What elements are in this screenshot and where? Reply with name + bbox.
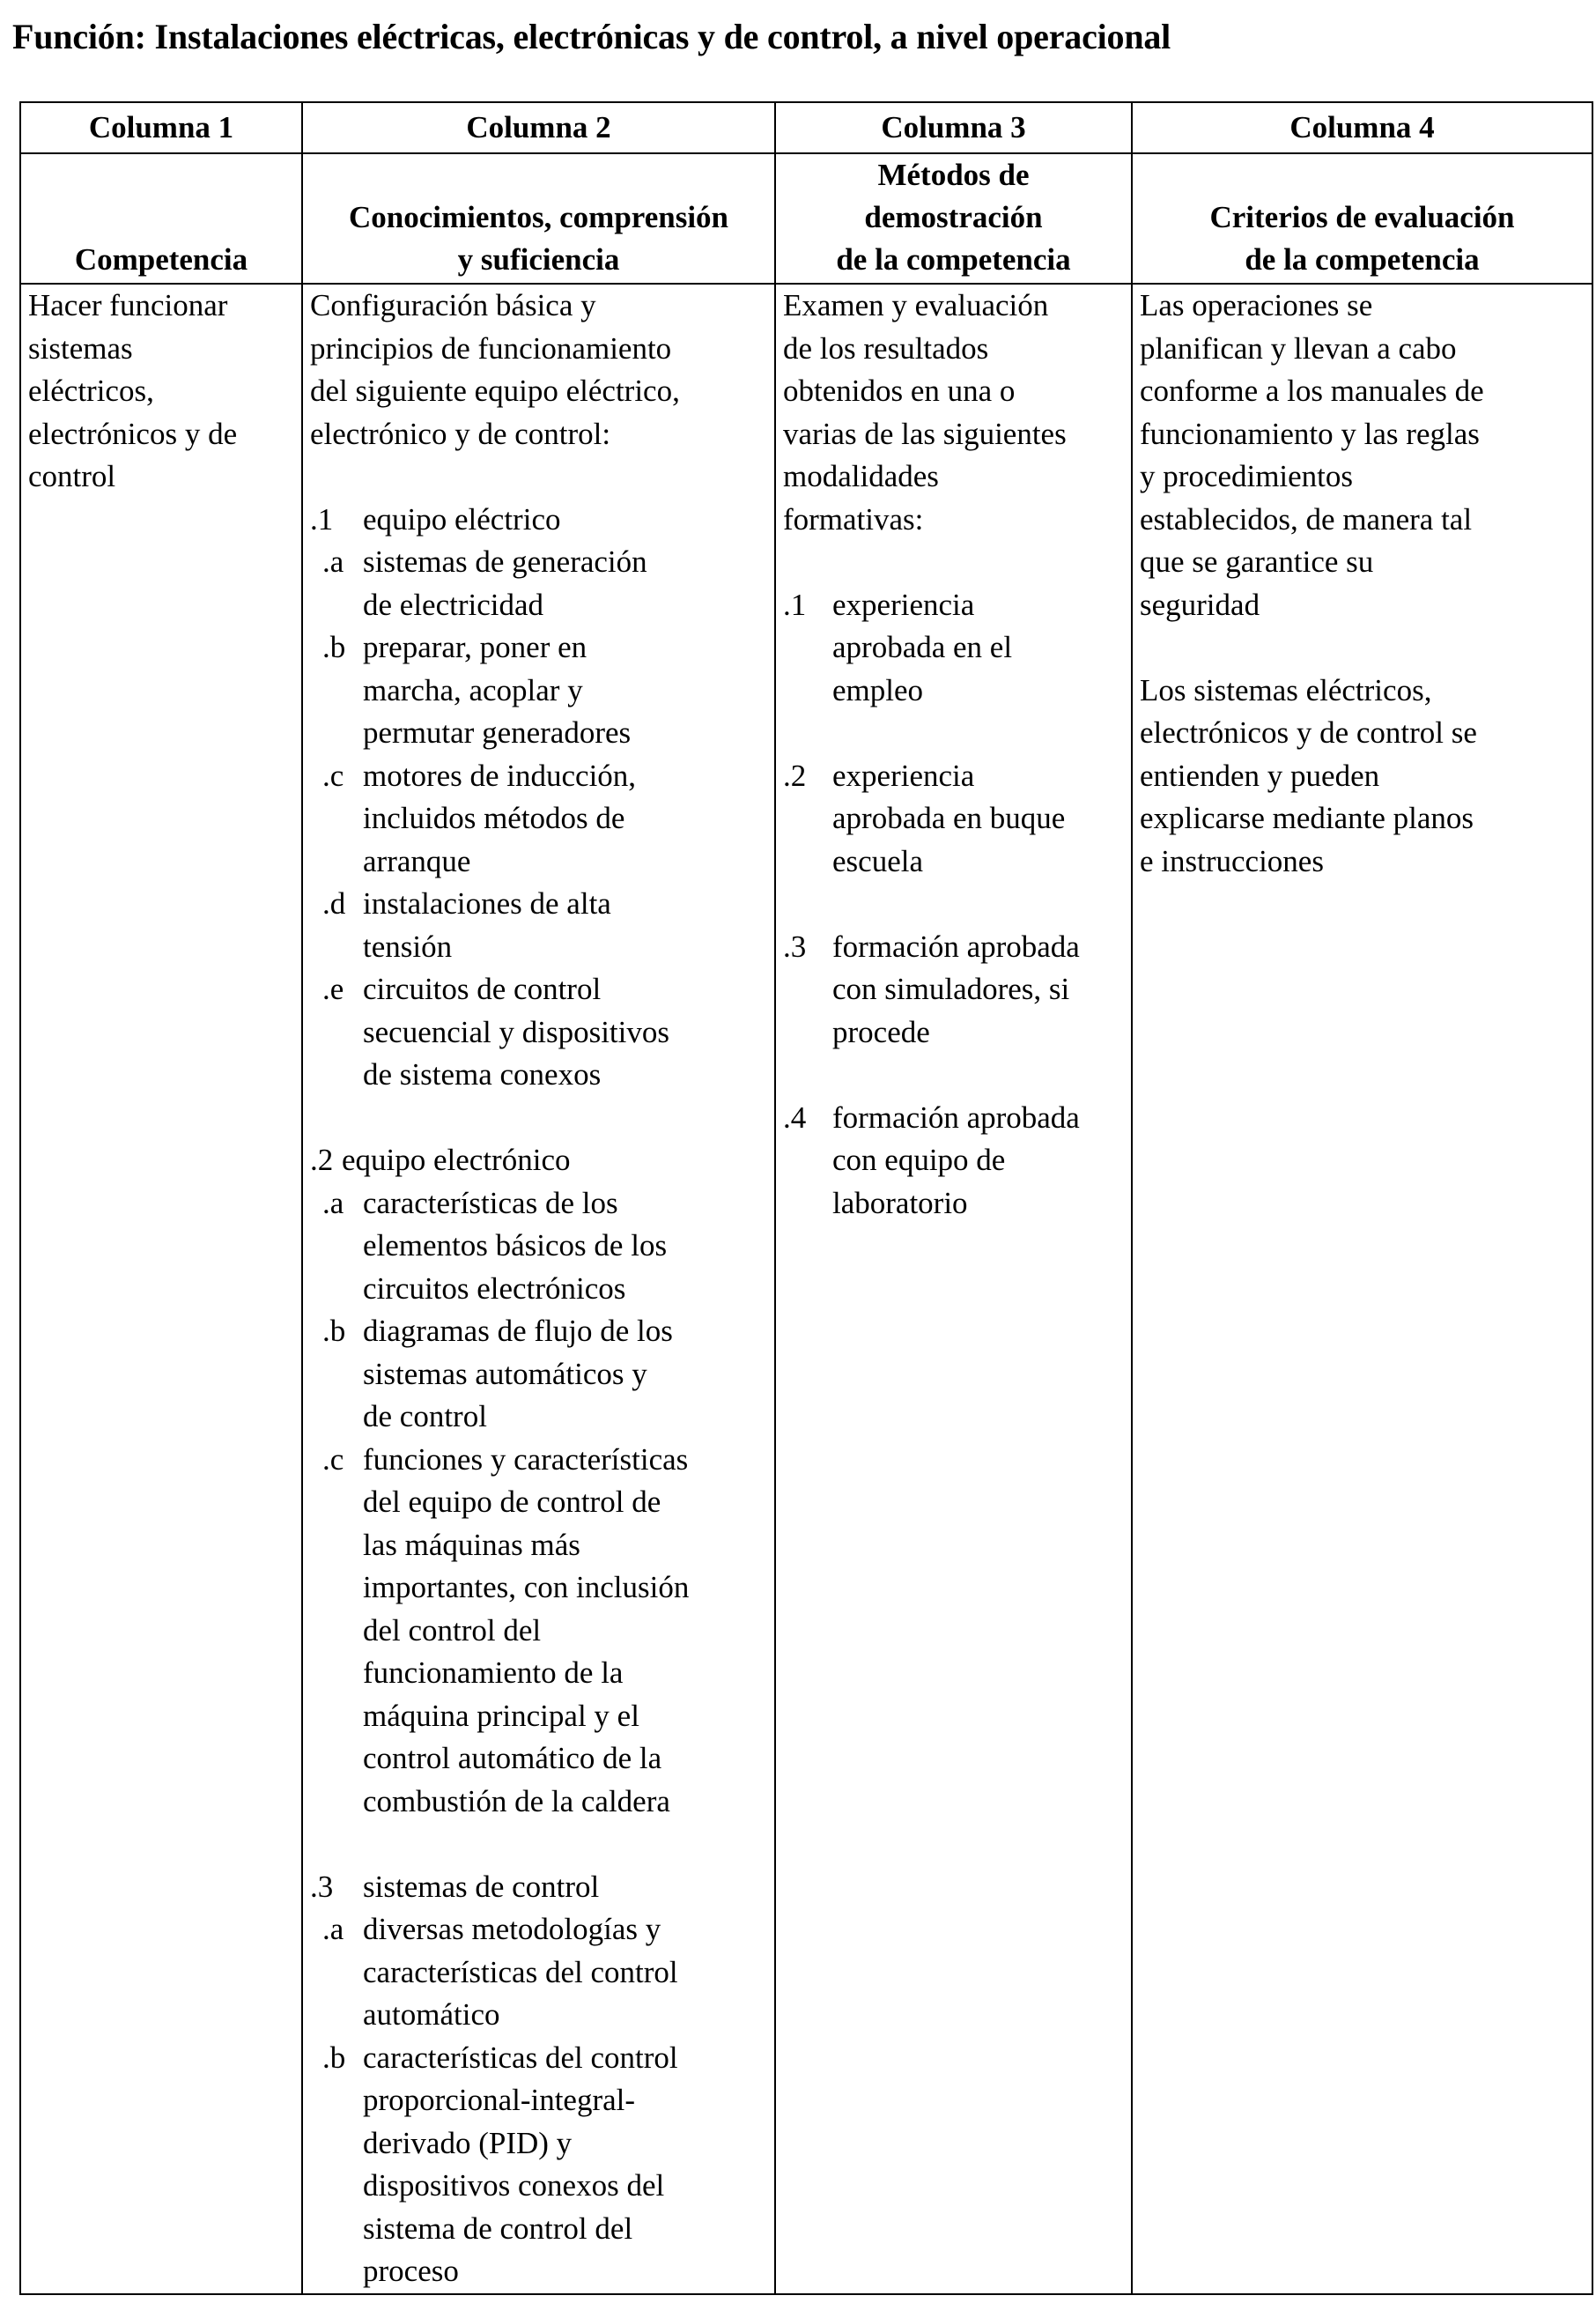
list-item xyxy=(310,541,767,626)
method-number: .4 xyxy=(783,1100,807,1135)
knowledge-cell xyxy=(302,284,775,2294)
text-line: modalidades xyxy=(783,459,939,493)
heading-line: Competencia xyxy=(74,242,248,277)
text-line: entienden y pueden xyxy=(1140,758,1380,793)
item-letter: .b xyxy=(322,630,346,664)
text-line: funcionamiento de la xyxy=(363,1655,624,1690)
item-text xyxy=(363,1908,767,2037)
text-line: Examen y evaluación xyxy=(783,288,1049,322)
method-text xyxy=(832,755,1124,884)
text-line: experiencia xyxy=(832,758,975,793)
text-line: con equipo de xyxy=(832,1143,1006,1177)
item-letter: .a xyxy=(322,1185,344,1220)
text-line: de electricidad xyxy=(363,587,544,622)
item-text xyxy=(363,626,767,755)
text-line: características del control xyxy=(363,2040,678,2075)
text-line: diagramas de flujo de los xyxy=(363,1314,673,1348)
text-line: laboratorio xyxy=(832,1185,968,1220)
text-line: características de los xyxy=(363,1185,618,1220)
text-line: de sistema conexos xyxy=(363,1057,602,1092)
list-item xyxy=(310,968,767,1097)
method-number: .3 xyxy=(783,929,807,964)
item-text xyxy=(363,1439,767,1824)
heading-line: Criterios de evaluación xyxy=(1209,200,1515,234)
criteria-cell xyxy=(1132,284,1592,2294)
heading-line: de la competencia xyxy=(1245,242,1480,277)
text-line: formación aprobada xyxy=(832,929,1080,964)
text-line: permutar generadores xyxy=(363,715,632,750)
text-line: del control del xyxy=(363,1612,542,1648)
text-line: con simuladores, si xyxy=(832,972,1070,1006)
heading-line: de la competencia xyxy=(836,242,1071,277)
method-item-2 xyxy=(783,755,1124,884)
text-line: formativas: xyxy=(783,501,924,537)
item-letter: .a xyxy=(322,544,344,579)
section-title: sistemas de control xyxy=(363,1869,600,1904)
text-line: sistemas automáticos y xyxy=(363,1356,647,1391)
text-line: procede xyxy=(832,1014,930,1049)
knowledge-section-3 xyxy=(310,1866,767,1909)
text-line: proceso xyxy=(363,2254,459,2288)
text-line: del siguiente equipo eléctrico, xyxy=(310,374,680,408)
section-number: .2 xyxy=(310,1143,334,1177)
text-line: control automático de la xyxy=(363,1741,662,1775)
text-line: circuitos de control xyxy=(363,972,602,1006)
text-line: funciones y características xyxy=(363,1441,689,1477)
text-line: automático xyxy=(363,1997,500,2032)
item-letter: .c xyxy=(322,1441,344,1477)
competence-line: electrónicos y de xyxy=(28,416,238,451)
method-item-4 xyxy=(783,1097,1124,1226)
column-number-4: Columna 4 xyxy=(1132,102,1592,153)
competence-line: control xyxy=(28,459,116,493)
text-line: que se garantice su xyxy=(1140,544,1374,579)
heading-line: y suficiencia xyxy=(457,242,620,277)
text-line: arranque xyxy=(363,843,471,878)
text-line: experiencia xyxy=(832,587,975,622)
method-item-1 xyxy=(783,584,1124,713)
column-heading-methods xyxy=(775,153,1132,284)
text-line: circuitos electrónicos xyxy=(363,1270,626,1306)
item-text xyxy=(363,968,767,1097)
text-line: electrónicos y de control se xyxy=(1140,715,1477,750)
text-line: funcionamiento y las reglas xyxy=(1140,416,1480,451)
text-line: combustión de la caldera xyxy=(363,1783,670,1818)
text-line: planifican y llevan a cabo xyxy=(1140,330,1457,366)
text-line: seguridad xyxy=(1140,587,1260,622)
text-line: instalaciones de alta xyxy=(363,886,611,921)
list-item xyxy=(310,755,767,884)
criteria-paragraph-1 xyxy=(1140,285,1585,626)
method-item-3 xyxy=(783,926,1124,1055)
text-line: varias de las siguientes xyxy=(783,416,1067,451)
item-letter: .b xyxy=(322,2040,346,2075)
heading-line: Conocimientos, comprensión xyxy=(348,200,729,234)
section-number: .3 xyxy=(310,1869,334,1904)
text-line: características del control xyxy=(363,1954,678,1989)
item-text xyxy=(363,2037,767,2293)
text-line: conforme a los manuales de xyxy=(1140,374,1484,408)
competence-cell xyxy=(20,284,302,2294)
text-line: de los resultados xyxy=(783,330,989,366)
column-number-2: Columna 2 xyxy=(302,102,775,153)
item-text xyxy=(363,755,767,884)
column-number-row xyxy=(20,102,1592,153)
column-number-3: Columna 3 xyxy=(775,102,1132,153)
text-line: aprobada en el xyxy=(832,630,1013,664)
list-item xyxy=(310,1310,767,1439)
column-heading-row xyxy=(20,153,1592,284)
text-line: establecidos, de manera tal xyxy=(1140,501,1473,537)
method-number: .1 xyxy=(783,587,807,622)
heading-line: demostración xyxy=(864,200,1043,234)
text-line: sistemas de generación xyxy=(363,544,647,579)
method-text xyxy=(832,926,1124,1055)
text-line: incluidos métodos de xyxy=(363,801,625,835)
text-line: importantes, con inclusión xyxy=(363,1570,690,1604)
text-line: del equipo de control de xyxy=(363,1485,661,1519)
section-title: equipo electrónico xyxy=(342,1143,571,1177)
text-line: obtenidos en una o xyxy=(783,374,1016,408)
text-line: sistema de control del xyxy=(363,2210,633,2246)
text-line: aprobada en buque xyxy=(832,801,1066,835)
item-text xyxy=(363,1182,767,1311)
item-letter: .b xyxy=(322,1314,346,1348)
text-line: marcha, acoplar y xyxy=(363,672,583,707)
competence-line: eléctricos, xyxy=(28,374,154,408)
item-text xyxy=(363,1310,767,1439)
method-text xyxy=(832,584,1124,713)
criteria-paragraph-2 xyxy=(1140,670,1585,884)
text-line: proporcional-integral- xyxy=(363,2083,636,2117)
text-line: de control xyxy=(363,1399,487,1433)
section-title: equipo eléctrico xyxy=(363,501,561,537)
text-line: e instrucciones xyxy=(1140,843,1324,878)
text-line: explicarse mediante planos xyxy=(1140,801,1474,835)
text-line: secuencial y dispositivos xyxy=(363,1014,670,1049)
column-heading-criteria xyxy=(1132,153,1592,284)
text-line: tensión xyxy=(363,929,453,964)
column-heading-competence xyxy=(20,153,302,284)
text-line: diversas metodologías y xyxy=(363,1912,661,1946)
text-line: dispositivos conexos del xyxy=(363,2168,665,2203)
methods-intro xyxy=(783,285,1124,541)
item-letter: .c xyxy=(322,758,344,793)
list-item xyxy=(310,1439,767,1824)
text-line: Las operaciones se xyxy=(1140,288,1373,322)
item-letter: .e xyxy=(322,972,344,1006)
page-title: Función: Instalaciones eléctricas, electrónicas y de control, a nivel operacional xyxy=(12,17,1171,56)
list-item xyxy=(310,1182,767,1311)
heading-line: Métodos de xyxy=(877,158,1030,192)
methods-cell xyxy=(775,284,1132,2294)
method-text xyxy=(832,1097,1124,1226)
item-letter: .a xyxy=(322,1912,344,1946)
column-number-1: Columna 1 xyxy=(20,102,302,153)
text-line: empleo xyxy=(832,672,924,707)
item-text xyxy=(363,541,767,626)
table-body-row xyxy=(20,284,1592,2294)
text-line: las máquinas más xyxy=(363,1527,580,1562)
section-number: .1 xyxy=(310,501,334,537)
list-item xyxy=(310,1908,767,2037)
text-line: y procedimientos xyxy=(1140,459,1354,493)
column-heading-knowledge xyxy=(302,153,775,284)
item-letter: .d xyxy=(322,886,346,921)
knowledge-section-1 xyxy=(310,499,767,542)
text-line: elementos básicos de los xyxy=(363,1228,668,1263)
knowledge-section-2 xyxy=(310,1139,767,1182)
text-line: máquina principal y el xyxy=(363,1698,639,1733)
text-line: motores de inducción, xyxy=(363,758,637,793)
text-line: Los sistemas eléctricos, xyxy=(1140,672,1432,707)
list-item xyxy=(310,883,767,968)
text-line: derivado (PID) y xyxy=(363,2125,573,2160)
list-item xyxy=(310,2037,767,2293)
list-item xyxy=(310,626,767,755)
knowledge-intro xyxy=(310,285,767,455)
text-line: principios de funcionamiento xyxy=(310,330,672,366)
competence-table xyxy=(19,101,1593,2295)
method-number: .2 xyxy=(783,758,807,793)
text-line: electrónico y de control: xyxy=(310,416,611,451)
competence-line: sistemas xyxy=(28,330,133,366)
text-line: preparar, poner en xyxy=(363,630,587,664)
text-line: escuela xyxy=(832,843,923,878)
text-line: Configuración básica y xyxy=(310,288,596,322)
competence-line: Hacer funcionar xyxy=(28,288,228,322)
item-text xyxy=(363,883,767,968)
text-line: formación aprobada xyxy=(832,1100,1080,1135)
